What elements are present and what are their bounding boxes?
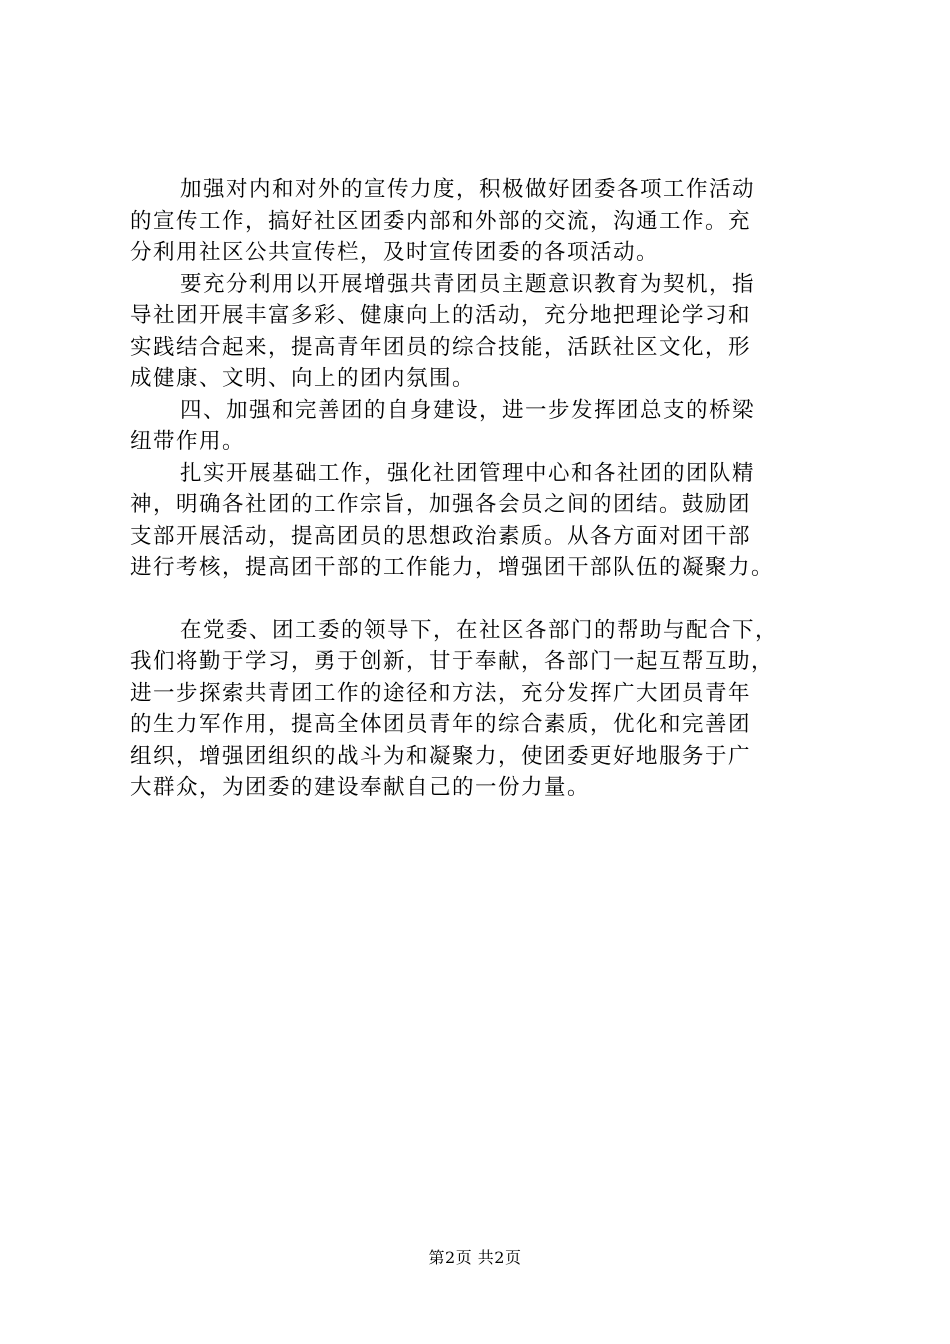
text-line: 分利用社区公共宣传栏，及时宣传团委的各项活动。	[130, 240, 660, 265]
text-line: 组织，增强团组织的战斗为和凝聚力，使团委更好地服务于广	[130, 743, 752, 769]
text-line: 神，明确各社团的工作宗旨，加强各会员之间的团结。鼓励团	[130, 492, 752, 517]
text-line: 扎实开展基础工作，强化社团管理中心和各社团的团队精	[180, 460, 756, 486]
text-line: 导社团开展丰富多彩、健康向上的活动，充分地把理论学习和	[130, 303, 752, 328]
text-line: 的宣传工作，搞好社区团委内部和外部的交流，沟通工作。充	[130, 208, 752, 234]
text-line: 进行考核，提高团干部的工作能力，增强团干部队伍的凝聚力。	[130, 555, 775, 580]
section-heading-line: 纽带作用。	[130, 429, 246, 454]
text-line: 进一步探索共青团工作的途径和方法，充分发挥广大团员青年	[130, 680, 752, 706]
document-body	[130, 174, 820, 804]
text-line: 加强对内和对外的宣传力度，积极做好团委各项工作活动	[180, 177, 756, 202]
text-line: 大群众，为团委的建设奉献自己的一份力量。	[130, 775, 591, 800]
text-line: 支部开展活动，提高团员的思想政治素质。从各方面对团干部	[130, 523, 752, 549]
text-line: 实践结合起来，提高青年团员的综合技能，活跃社区文化，形	[130, 334, 752, 360]
section-heading-line: 四、加强和完善团的自身建设，进一步发挥团总支的桥梁	[180, 397, 756, 423]
page-number-footer: 第2页 共2页	[428, 1248, 522, 1267]
paragraph-gap	[130, 584, 820, 615]
text-line: 的生力军作用，提高全体团员青年的综合素质，优化和完善团	[130, 712, 752, 737]
text-line: 在党委、团工委的领导下，在社区各部门的帮助与配合下，	[180, 617, 779, 643]
text-line: 要充分利用以开展增强共青团员主题意识教育为契机，指	[180, 271, 756, 297]
text-line: 我们将勤于学习，勇于创新，甘于奉献，各部门一起互帮互助，	[130, 649, 775, 674]
text-line: 成健康、文明、向上的团内氛围。	[130, 366, 476, 391]
